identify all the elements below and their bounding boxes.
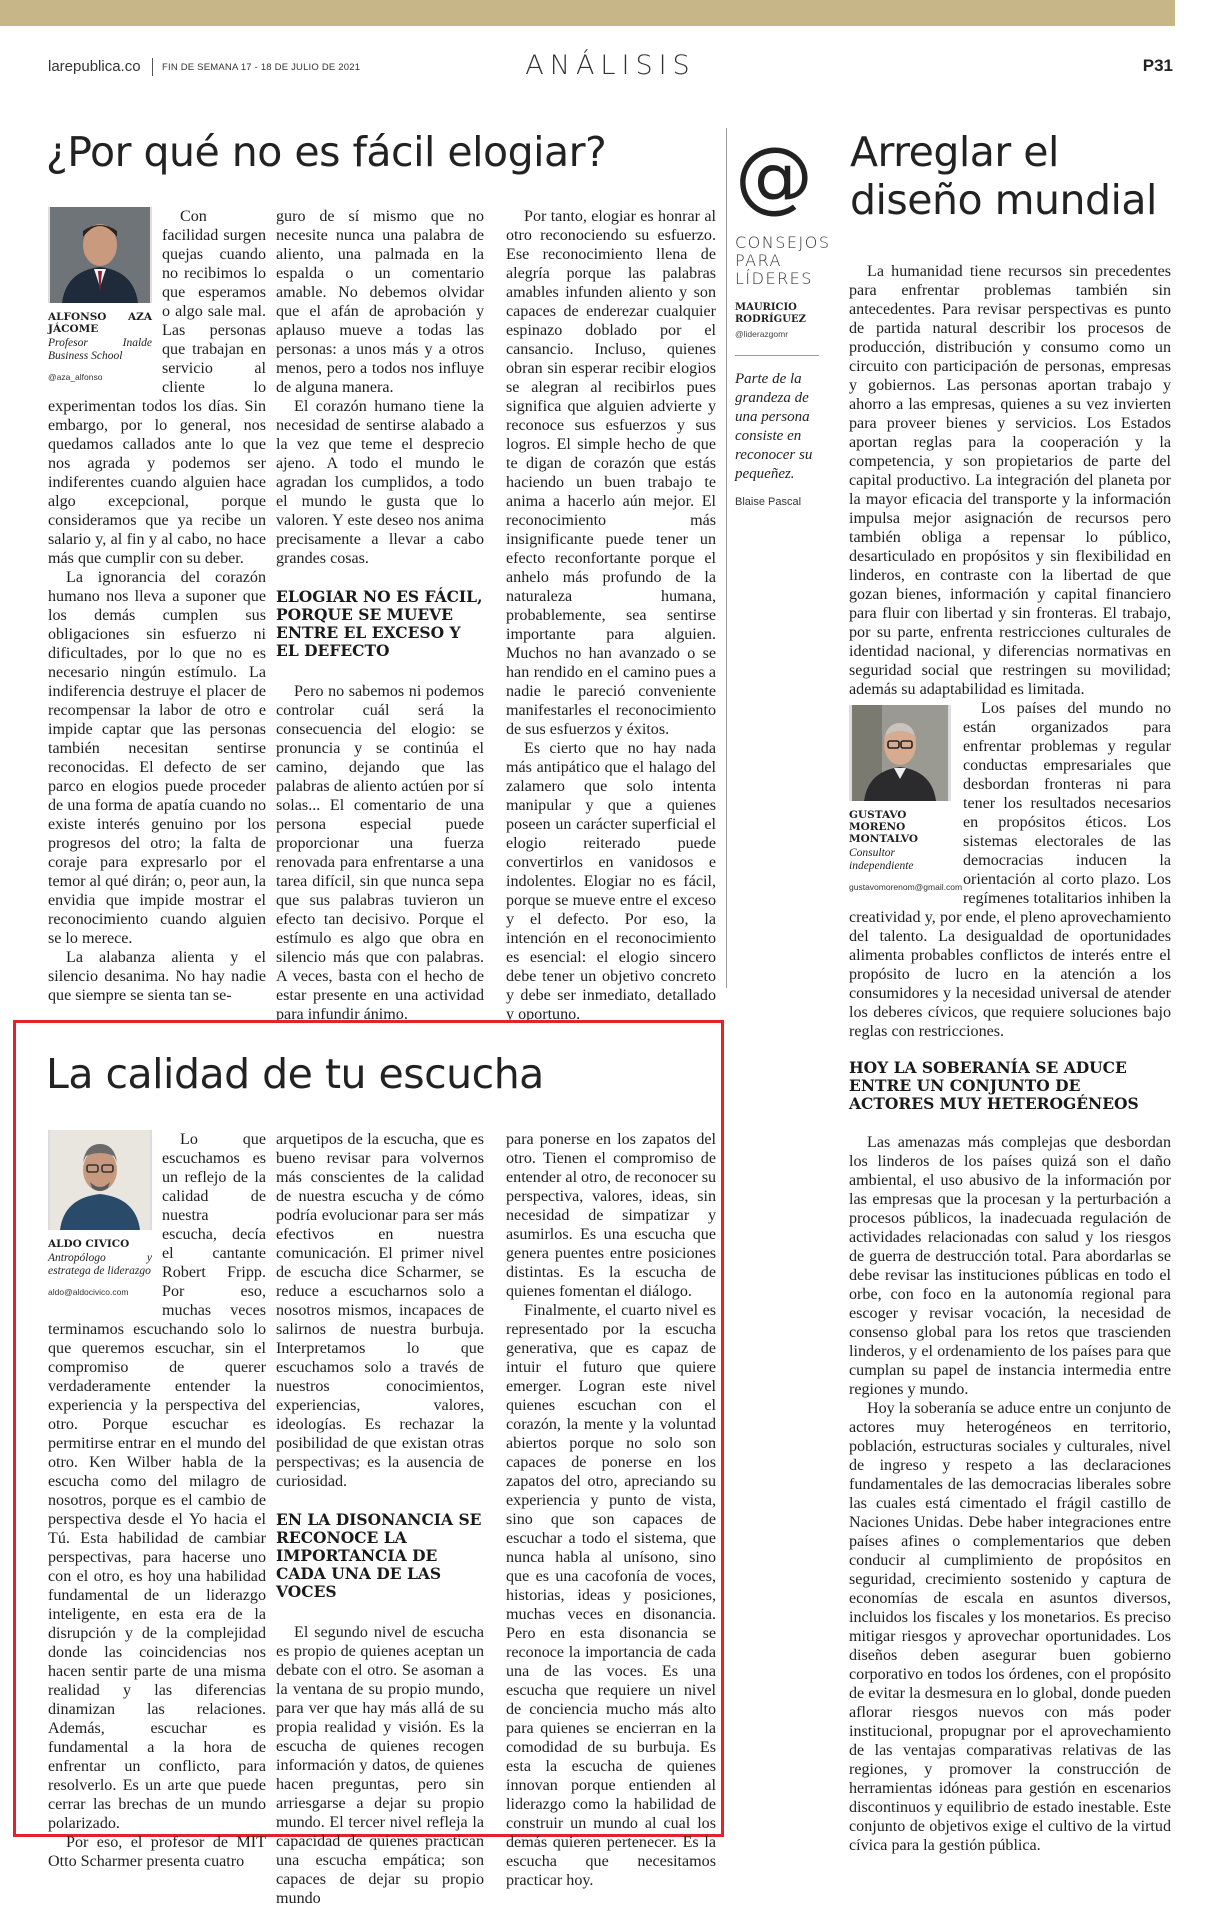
- author-card: [48, 207, 152, 387]
- author-card: [48, 1130, 152, 1302]
- author-role: Consultor independiente: [849, 847, 914, 872]
- author-role: Profesor Inalde Business School: [48, 337, 152, 362]
- site-name[interactable]: larepublica.co: [48, 58, 141, 75]
- article-column-2: [276, 207, 484, 1024]
- subheading: HOY LA SOBERANÍA SE ADUCE ENTRE UN CONJUNTO DE ACTORES MUY HETEROGÉNEOS: [849, 1058, 1139, 1113]
- article-column-1: [48, 1130, 266, 1871]
- paragraph: Por tanto, elogiar es honrar al otro reconociendo su esfuerzo. Ese reconocimiento llena de alegría porque las palabras amables infunden aliento y son capaces de enderezar cualquier espinazo doblado por el cansancio. Incluso, quienes obran sin esperar recibir elogios se alegran al recibirlos pues significa que alguien advierte y reconoce sus esfuerzos y sus logros. El simple hecho de que te digan de corazón que estás haciendo un buen trabajo te anima a hacerlo aún mejor. El reconocimiento más insignificante puede tener un efecto reconfortante porque el anhelo más profundo de la naturaleza humana, probablemente, sea sentirse importante para alguien. Muchos no han avanzado o se han rendido en el camino pues a nadie le pareció conveniente manifestarles el reconocimiento de sus esfuerzos y éxitos.: [506, 208, 716, 738]
- paragraph: Las amenazas más complejas que desbordan los linderos de los países quizá son el daño ambiental, el uso abusivo de la información por las empresas que la procesan y la perturbación a procesos públicos, la inadecuada regulación de actividades relacionadas con salud y los riesgos de guerra de destrucción total. Para abordarlas se debe revisar las instituciones públicas en todo el orbe, con foco en la autonomía regional para escoger y revisar vocación, la necesidad de consenso global para los retos que trascienden linderos, y el ordenamiento de los países para que cumplan su papel de instancia intermedia entre regiones y mundo.: [849, 1134, 1171, 1398]
- author-name: GUSTAVO MORENO MONTALVO: [849, 809, 918, 845]
- paragraph: guro de sí mismo que no necesite nunca una palabra de aliento, una palmada en la espalda o un comentario amable. No debemos olvidar que el afán de aprobación y aplauso mueve a todas las personas: a unos más y a otros menos, pero a todos nos influye de alguna manera.: [276, 208, 484, 396]
- top-color-bar: [0, 0, 1175, 26]
- paragraph: Finalmente, el cuarto nivel es representado por la escucha generativa, que es capaz de intuir el futuro que quiere emerger. Logran este nivel quienes escuchan con el corazón, la mente y la voluntad abiertos porque no solo son capaces de ponerse en los zapatos del otro, apreciando su experiencia y punto de vista, sino que son capaces de escuchar a todo el sistema, que nunca habla al unísono, sino que es una cacofonía de voces, historias, ideas y posiciones, muchas veces en disonancia. Pero en esta disonancia se reconoce la importancia de cada una de las voces. Es una escucha que requiere un nivel de conciencia mucho más alto para quienes se encierran en la comodidad de su burbuja. Es esta la escucha de quienes innovan porque entienden al liderazgo como la habilidad de construir un mundo al cual los demás quieren pertenecer. Es la escucha que necesitamos practicar hoy.: [506, 1302, 716, 1889]
- article-column-1: [48, 207, 266, 1005]
- author-name: ALDO CIVICO: [48, 1238, 130, 1250]
- author-handle[interactable]: gustavomorenom@gmail.com: [849, 882, 963, 892]
- paragraph: Lo que escuchamos es un reflejo de la calidad de nuestra escucha, decía el cantante Robert Fripp. Por eso, muchas veces terminamos escuchando solo lo que queremos escuchar, sin el compromiso de querer verdaderamente entender la experiencia y la perspectiva del otro. Porque escuchar es permitirse entrar en el mundo del otro. Ken Wilber habla de la escucha como del milagro de nosotros, porque es el cambio de perspectiva desde el Yo hacia el Tú. Esta habilidad de cambiar perspectivas, para hacerse uno con el otro, es hoy una habilidad fundamental de un liderazgo inteligente, en esta era de la disrupción y de la complejidad donde las coincidencias nos hacen sentir parte de una misma realidad y las diferencias dinamizan las relaciones. Además, escuchar es fundamental a la hora de enfrentar un conflicto, para resolverlo. Es un arte que puede cerrar las brechas de un mundo polarizado.: [48, 1131, 266, 1832]
- author-photo: [48, 1130, 152, 1230]
- paragraph: La ignorancia del corazón humano nos lleva a suponer que los demás cumplen sus obligaciones sin esfuerzo ni dificultades, por lo que no es necesario ningún estímulo. La indiferencia destruye el placer de recompensar la labor de otro e impide captar que las personas también necesitan sentirse reconocidas. El defecto de ser parco en elogios puede proceder de una forma de apatía cuando no existe interés genuino por los progresos del otro; la falta de coraje para expresarlo por el temor al qué dirán; o, peor aun, la envidia que impide mostrar el reconocimiento cuando alguien se lo merece.: [48, 569, 266, 947]
- paragraph: La alabanza alienta y el silencio desanima. No hay nadie que siempre se sienta tan se-: [48, 949, 266, 1004]
- quote-author: Blaise Pascal: [735, 496, 802, 508]
- author-role: Antropólogo y estratega de liderazgo: [48, 1252, 152, 1277]
- author-photo: [849, 705, 951, 801]
- author-handle[interactable]: @aza_alfonso: [48, 372, 103, 382]
- article-headline: La calidad de tu escucha: [46, 1050, 544, 1098]
- quote: Parte de la grandeza de una persona consiste en reconocer su pequeñez.: [735, 371, 813, 482]
- article-column-3: [506, 1130, 716, 1890]
- paragraph: Por eso, el profesor de MIT Otto Scharmer presenta cuatro: [48, 1834, 266, 1870]
- paragraph: para ponerse en los zapatos del otro. Tienen el compromiso de entender al otro, de reconocer su perspectiva, valores, ideas, sin necesidad de simpatizar y asumirlos. Es una escucha que genera puentes entre posiciones distintas. Es la escucha de quienes fomentan el diálogo.: [506, 1131, 717, 1300]
- subheading: ELOGIAR NO ES FÁCIL, PORQUE SE MUEVE ENTRE EL EXCESO Y EL DEFECTO: [276, 587, 483, 660]
- paragraph: Hoy la soberanía se aduce entre un conjunto de actores muy heterogéneos en territorio, población, estructuras sociales y culturales, nivel de ingreso y respeto a las declaraciones fundamentales de las democracias liberales sobre las cuales está cimentado el frágil castillo de Naciones Unidas. Debe haber integraciones entre países afines o complementarios que deben conducir al cumplimiento de propósitos en seguridad, crecimiento sostenido y captura de economías de escala en asuntos diversos, incluidos los fiscales y los monetarios. Es preciso mitigar riesgos y aprovechar oportunidades. Los diseños deben asegurar buen gobierno corporativo en todos los órdenes, con el propósito de evitar la desmesura en lo global, donde pueden aflorar riesgos nuevos con más poder institucional, propugnar por el aprovechamiento de las ventajas comparativas relativas de las regiones, y promover la construcción de herramientas idóneas para gestión en escenarios discontinuos y equilibrio de estado inestable. Este conjunto de objetivos exige el cultivo de la virtud cívica para la gestión pública.: [849, 1400, 1171, 1854]
- article-column-2: [276, 1130, 484, 1908]
- author-photo: [48, 207, 152, 303]
- paragraph: Pero no sabemos ni podemos controlar cuál será la consecuencia del elogio: se pronuncia y se continúa el camino, dejando que las palabras de aliento actúen por sí solas... El comentario de una persona especial puede proporcionar una fuerza renovada para enfrentarse a una tarea difícil, sin que nunca sepa que sus palabras tuvieron un efecto tan decisivo. Porque el estímulo es algo que obra en silencio más que con palabras. A veces, basta con el hecho de estar presente en una actividad para infundir ánimo.: [276, 683, 484, 1023]
- article-headline: ¿Por qué no es fácil elogiar?: [46, 128, 607, 176]
- paragraph: El corazón humano tiene la necesidad de sentirse alabado a la vez que teme el desprecio ajeno. A todo el mundo le agradan los cumplidos, a todo el mundo le gusta que lo valoren. Y este deseo nos anima precisamente a llevar a cabo grandes cosas.: [276, 398, 484, 567]
- section-title: ANÁLISIS: [525, 50, 696, 81]
- paragraph: arquetipos de la escucha, que es bueno revisar para volvernos más conscientes de la calidad de nuestra escucha y de cómo podría evolucionar para ser más efectivos en nuestra comunicación. El primer nivel de escucha dice Scharmer, se reduce a escucharnos solo a nosotros mismos, incapaces de salirnos de nuestra burbuja. Interpretamos lo que escuchamos solo a través de nuestros conocimientos, experiencias, valores, ideologías. Es rechazar la posibilidad de que existan otras perspectivas; es la ausencia de curiosidad.: [276, 1131, 484, 1490]
- column-sidebar: [726, 128, 834, 988]
- paragraph: Los países del mundo no están organizados para enfrentar problemas y regular conductas empresariales que desbordan fronteras ni para tener los resultados necesarios en propósitos éticos. Los sistemas electorales de las democracias inducen la orientación al corto plazo. Los regímenes totalitarios inhiben la creatividad y, por ende, el pleno aprovechamiento del talento. La desigualdad de oportunidades alimenta probables conflictos de interés entre el propósito de lucro en la atención a los consumidores y la necesidad universal de atender los deberes cívicos, que requiere soluciones bajo reglas con restricciones.: [849, 700, 1171, 1040]
- at-symbol-icon: @: [735, 132, 813, 222]
- article-headline: Arreglar el diseño mundial: [850, 128, 1157, 224]
- columnist-handle[interactable]: @liderazgomr: [735, 329, 789, 339]
- paragraph: Con facilidad surgen quejas cuando no recibimos lo que esperamos o algo sale mal. Las personas que trabajan en servicio al cliente lo experimentan todos los días. Sin embargo, por lo general, nos quedamos callados ante lo que nos agrada y podemos ser indiferentes cuando alguien hace algo excepcional, porque consideramos que ya recibe un salario y, al fin y al cabo, no hace más que cumplir con su deber.: [48, 208, 266, 567]
- paragraph: Es cierto que no hay nada más antipático que el halago del zalamero que solo intenta manipular y que a quienes poseen un carácter superficial el elogio reiterado puede convertirlos en vanidosos e indolentes. Elogiar no es fácil, porque se mueve entre el exceso y el defecto. Por eso, la intención en el reconocimiento es esencial: el elogio sincero debe tener un objetivo concreto y debe ser inmediato, detallado y oportuno.: [506, 740, 716, 1023]
- column-name: CONSEJOS PARA LÍDERES: [735, 233, 831, 288]
- author-name: ALFONSO AZA JÁCOME: [48, 311, 152, 335]
- edition-date: FIN DE SEMANA 17 - 18 DE JULIO DE 2021: [162, 62, 361, 73]
- paragraph: La humanidad tiene recursos sin precedentes para enfrentar problemas también sin antecedentes. Para revisar perspectivas es punto de partida natural describir los procesos de producción, distribución y consumo como un circuito con participación de personas, empresas y gobiernos. Las personas aportan trabajo y ahorro a las empresas, quienes a su vez invierten para proveer bienes y servicios. Los Estados aportan reglas para la cooperación y la competencia, y son propietarios de parte del capital productivo. La integración del planeta por la mayor eficacia del transporte y la información impulsa mejor asignación de recursos pero también obliga a repensar lo público, desarticulado en propósitos y sin flexibilidad en linderos, en contraste con la libertad de que gozan bienes, información y capital financiero para fluir con libertad y sin fronteras. El trabajo, por su parte, enfrenta restricciones culturales de identidad nacional, y diferencias normativas en seguridad social que restringen su movilidad; además su adaptabilidad es limitada.: [849, 263, 1171, 698]
- paragraph: El segundo nivel de escucha es propio de quienes aceptan un debate con el otro. Se asoman a la ventana de su propio mundo, para ver que hay más allá de su propia realidad y visión. Es la escucha de quienes recogen información y datos, de quienes hacen preguntas, pero sin arriesgarse a dejar su propio mundo. El tercer nivel refleja la capacidad de quienes practican una escucha empática; son capaces de dejar su propio mundo: [276, 1624, 484, 1907]
- author-card: [849, 705, 963, 897]
- page-number: P31: [1142, 56, 1173, 75]
- page-header: [48, 50, 1173, 80]
- subheading: EN LA DISONANCIA SE RECONOCE LA IMPORTANCIA DE CADA UNA DE LAS VOCES: [276, 1510, 482, 1601]
- columnist-name: MAURICIO RODRÍGUEZ: [735, 302, 806, 325]
- article-column-3: [506, 207, 716, 1024]
- divider: [735, 355, 819, 356]
- article-column-right: [849, 262, 1171, 1855]
- author-handle[interactable]: aldo@aldocivico.com: [48, 1287, 129, 1297]
